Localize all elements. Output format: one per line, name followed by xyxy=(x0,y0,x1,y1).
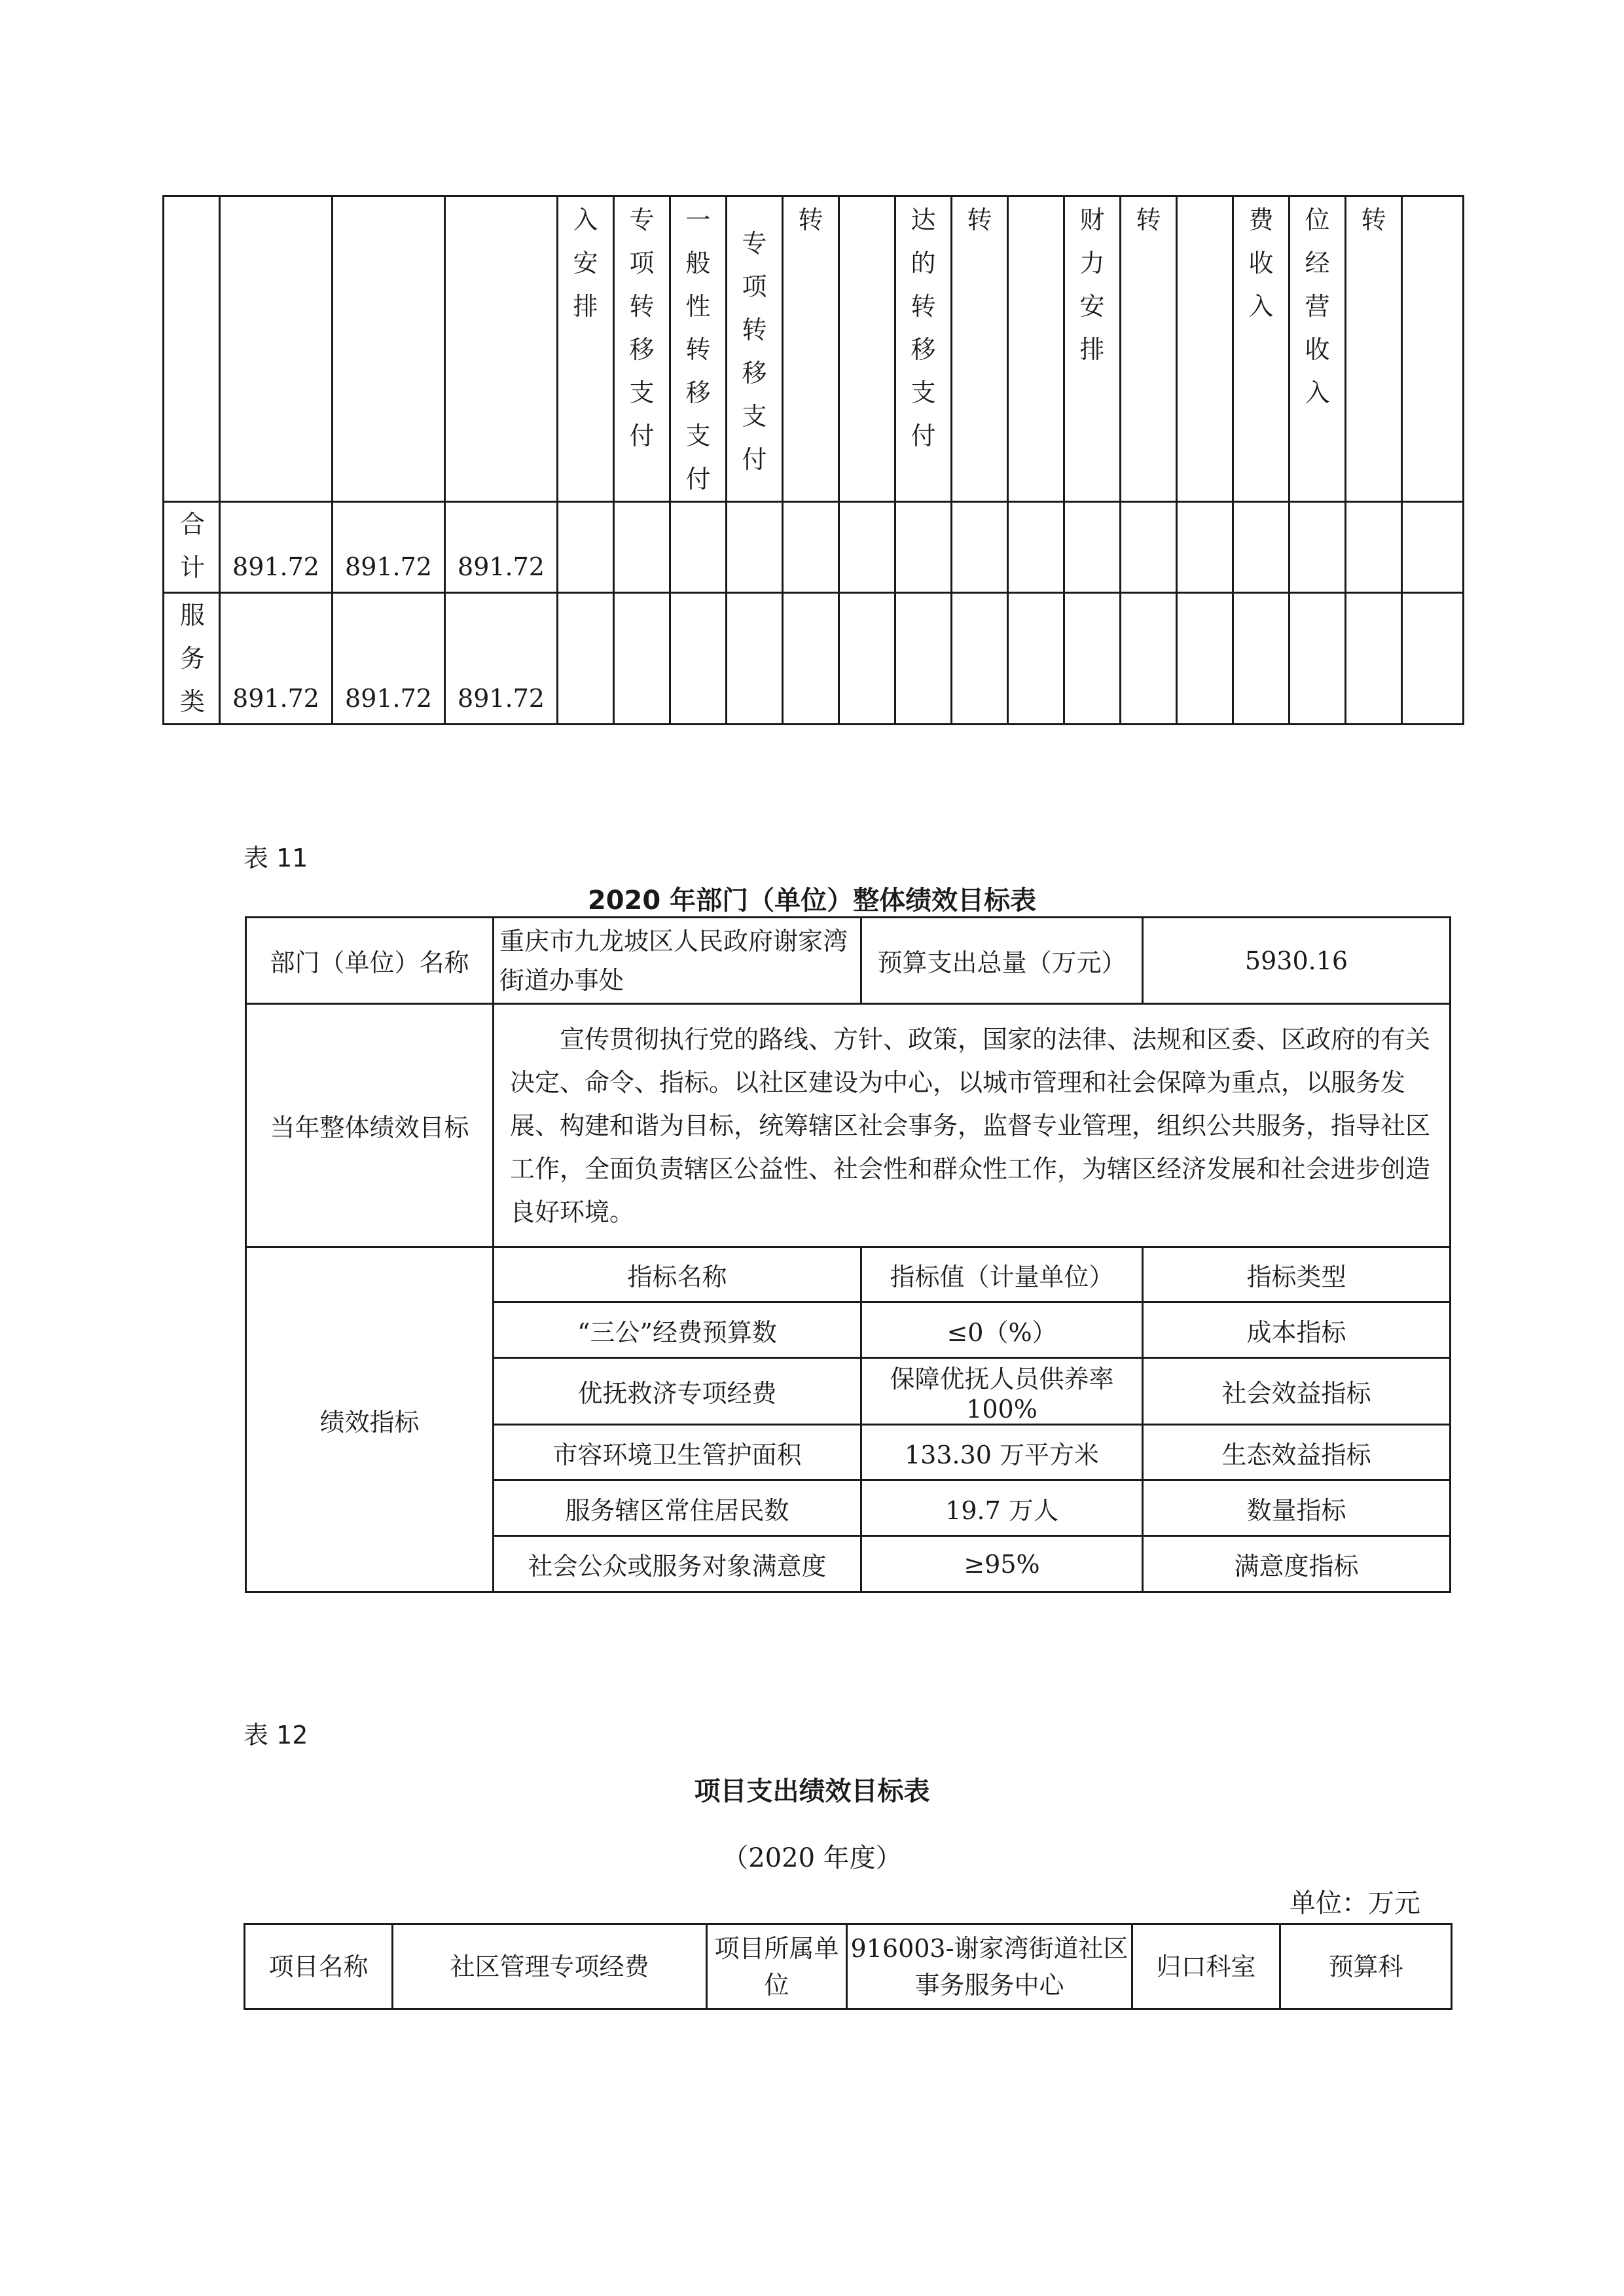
header-row xyxy=(164,196,1464,502)
column-header: 指标类型 xyxy=(1143,1247,1451,1302)
indicator-type: 生态效益指标 xyxy=(1143,1425,1451,1480)
table-row xyxy=(164,502,1464,593)
header-cell: 财力安排 xyxy=(1064,196,1121,502)
header-cell: 转 xyxy=(952,196,1008,502)
annual-goal-text: 宣传贯彻执行党的路线、方针、政策，国家的法律、法规和区委、区政府的有关决定、命令、指标。以社区建设为中心，以城市管理和社会保障为重点，以服务发展、构建和谐为目标，统筹辖区社会事务，监督专业管理，组织公共服务，指导社区工作，全面负责辖区公益性、社会性和群众性工作，为辖区经济发展和社会进步创造良好环境。 xyxy=(494,1004,1451,1247)
indicator-name: 市容环境卫生管护面积 xyxy=(494,1425,861,1480)
amount-cell: 891.72 xyxy=(220,502,333,593)
goal-row xyxy=(246,1004,1451,1247)
table-11-caption: 表 11 xyxy=(244,844,308,872)
header-cell xyxy=(220,196,333,502)
budget-continuation-table xyxy=(162,195,1464,725)
project-unit-label: 项目所属单位 xyxy=(707,1924,847,2009)
responsible-dept: 预算科 xyxy=(1280,1924,1452,2009)
indicator-value: 133.30 万平方米 xyxy=(861,1425,1143,1480)
table-row xyxy=(164,593,1464,725)
header-cell: 入安排 xyxy=(558,196,614,502)
indicator-name: 优抚救济专项经费 xyxy=(494,1358,861,1425)
year-note: （2020 年度） xyxy=(722,1843,902,1873)
header-cell xyxy=(333,196,445,502)
indicator-type: 数量指标 xyxy=(1143,1480,1451,1536)
indicators-label: 绩效指标 xyxy=(246,1247,494,1592)
header-cell: 转 xyxy=(783,196,839,502)
header-cell: 转 xyxy=(1121,196,1177,502)
table-12-title: 项目支出绩效目标表 xyxy=(694,1776,930,1806)
dept-name-label: 部门（单位）名称 xyxy=(246,918,494,1004)
indicator-value: ≥95% xyxy=(861,1536,1143,1592)
annual-goal-label: 当年整体绩效目标 xyxy=(246,1004,494,1247)
project-name: 社区管理专项经费 xyxy=(393,1924,707,2009)
indicator-value: 19.7 万人 xyxy=(861,1480,1143,1536)
column-header: 指标名称 xyxy=(494,1247,861,1302)
amount-cell: 891.72 xyxy=(333,502,445,593)
indicator-value: ≤0（%） xyxy=(861,1302,1143,1358)
header-cell: 位经营收入 xyxy=(1290,196,1346,502)
column-header: 指标值（计量单位） xyxy=(861,1247,1143,1302)
amount-cell: 891.72 xyxy=(333,593,445,725)
header-cell xyxy=(839,196,895,502)
header-cell: 达的转移支付 xyxy=(895,196,952,502)
header-cell xyxy=(1177,196,1233,502)
budget-total-label: 预算支出总量（万元） xyxy=(861,918,1143,1004)
header-cell: 一般性转移支付 xyxy=(670,196,727,502)
header-cell xyxy=(164,196,220,502)
indicator-name: “三公”经费预算数 xyxy=(494,1302,861,1358)
dept-row xyxy=(246,918,1451,1004)
header-cell: 专项转移支付 xyxy=(614,196,670,502)
indicator-name: 社会公众或服务对象满意度 xyxy=(494,1536,861,1592)
amount-cell: 891.72 xyxy=(445,502,558,593)
performance-target-table xyxy=(245,916,1451,1593)
responsible-dept-label: 归口科室 xyxy=(1132,1924,1280,2009)
header-cell xyxy=(1402,196,1464,502)
table-11-title: 2020 年部门（单位）整体绩效目标表 xyxy=(587,886,1037,916)
indicator-type: 成本指标 xyxy=(1143,1302,1451,1358)
project-expenditure-table xyxy=(244,1923,1453,2010)
header-cell xyxy=(1008,196,1064,502)
row-label: 服务类 xyxy=(164,593,220,725)
row-label: 合计 xyxy=(164,502,220,593)
indicator-type: 社会效益指标 xyxy=(1143,1358,1451,1425)
indicator-name: 服务辖区常住居民数 xyxy=(494,1480,861,1536)
indicator-type: 满意度指标 xyxy=(1143,1536,1451,1592)
header-cell: 费收入 xyxy=(1233,196,1290,502)
table-row xyxy=(245,1924,1452,2009)
header-cell xyxy=(445,196,558,502)
project-name-label: 项目名称 xyxy=(245,1924,393,2009)
header-cell: 专项转移支付 xyxy=(727,196,783,502)
indicator-value: 保障优抚人员供养率 100% xyxy=(861,1358,1143,1425)
dept-name: 重庆市九龙坡区人民政府谢家湾街道办事处 xyxy=(494,918,861,1004)
indicator-header-row xyxy=(246,1247,1451,1302)
header-cell: 转 xyxy=(1346,196,1402,502)
project-unit: 916003-谢家湾街道社区事务服务中心 xyxy=(847,1924,1132,2009)
budget-total-value: 5930.16 xyxy=(1143,918,1451,1004)
amount-cell: 891.72 xyxy=(220,593,333,725)
unit-note: 单位：万元 xyxy=(1290,1888,1420,1918)
table-12-caption: 表 12 xyxy=(244,1721,308,1749)
amount-cell: 891.72 xyxy=(445,593,558,725)
